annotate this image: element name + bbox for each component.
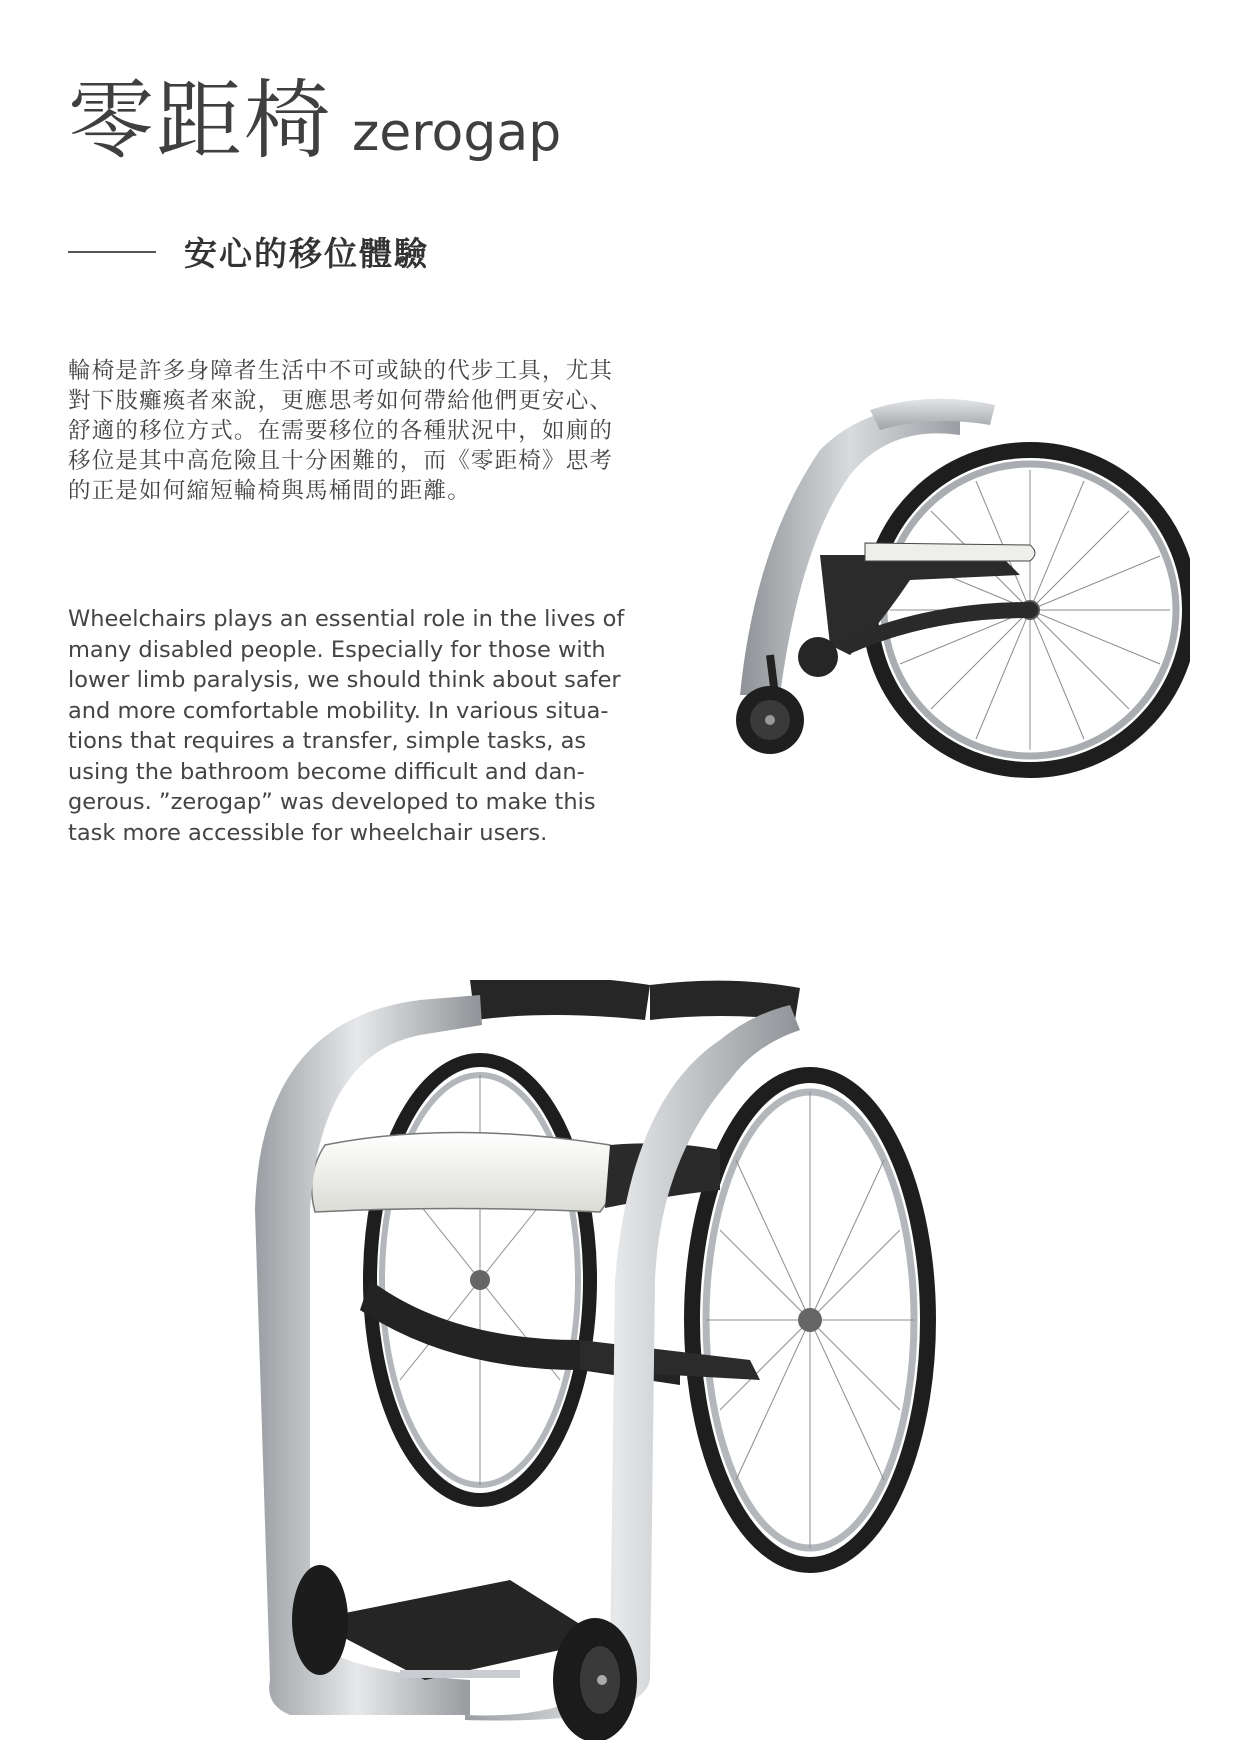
paragraph-line: using the bathroom become difficult and dan-: [68, 758, 585, 785]
wheelchair-side-view-image: [700, 395, 1190, 800]
paragraph-line: lower limb paralysis, we should think about safer: [68, 667, 621, 693]
paragraph-line: 的正是如何縮短輪椅與馬桶間的距離。: [68, 478, 471, 504]
paragraph-line: Wheelchairs plays an essential role in the lives of: [68, 606, 625, 632]
paragraph-line: 移位是其中高危險且十分困難的，而《零距椅》思考: [68, 448, 614, 474]
paragraph-line: gerous. ”zerogap” was developed to make this: [68, 789, 596, 815]
subtitle-row: [68, 228, 429, 275]
paragraph-line: 舒適的移位方式。在需要移位的各種狀況中，如廁的: [68, 418, 614, 444]
title-chinese: 零距椅: [68, 71, 332, 171]
paragraph-line: and more comfortable mobility. In various situa-: [68, 697, 609, 724]
subtitle-divider: [68, 251, 156, 253]
paragraph-line: 輪椅是許多身障者生活中不可或缺的代步工具，尤其: [68, 358, 614, 384]
description-english: [68, 604, 668, 848]
title-english: zerogap: [352, 103, 562, 163]
wheelchair-front-view-image: [250, 980, 1010, 1740]
paragraph-line: 對下肢癱瘓者來說，更應思考如何帶給他們更安心、: [68, 388, 614, 414]
paragraph-line: tions that requires a transfer, simple tasks, as: [68, 728, 587, 754]
subtitle: 安心的移位體驗: [184, 234, 429, 273]
paragraph-line: task more accessible for wheelchair users.: [68, 819, 548, 846]
page-title: [68, 71, 562, 171]
description-chinese: [68, 356, 653, 506]
paragraph-line: many disabled people. Especially for those with: [68, 636, 606, 663]
